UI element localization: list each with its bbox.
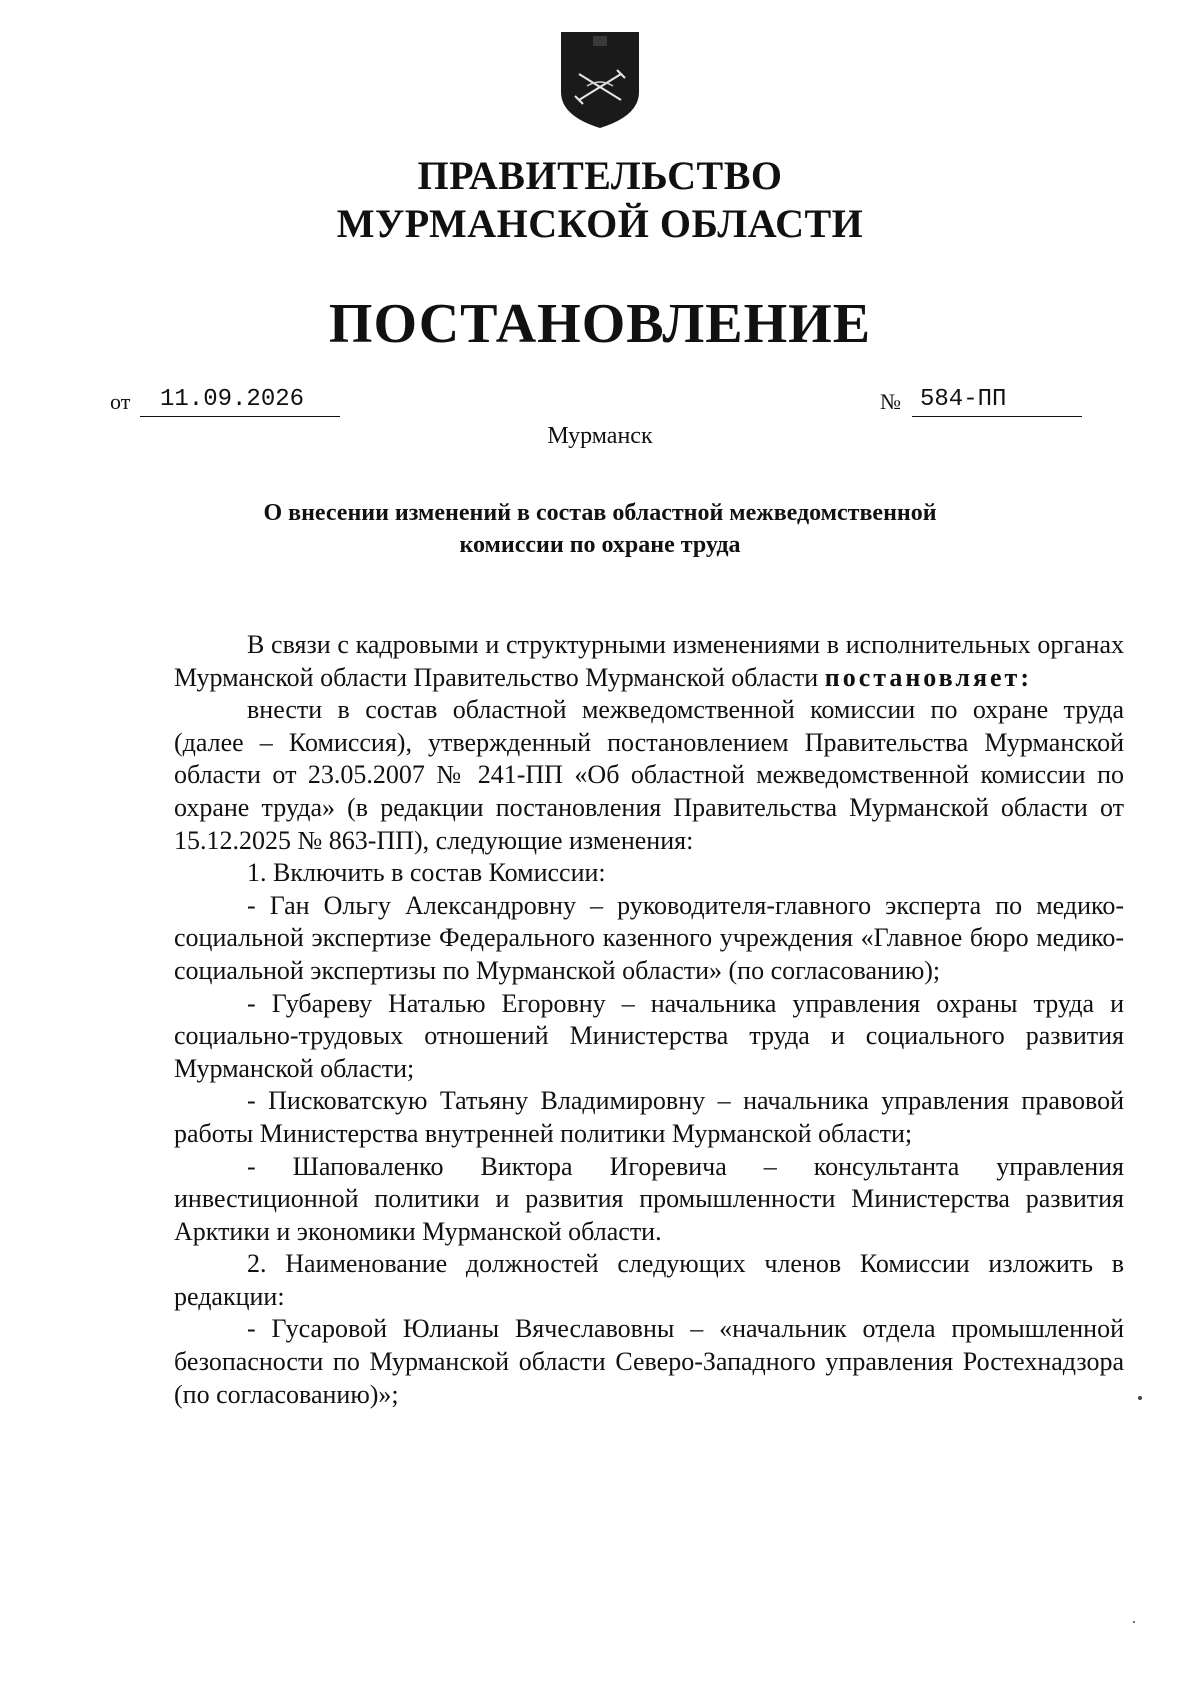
document-date: 11.09.2026 <box>140 384 340 417</box>
list-item: - Губареву Наталью Егоровну – начальника управления охраны труда и социально-трудовых отношений Министерства труда и социального развития Мурманской области; <box>174 988 1124 1083</box>
preamble-paragraph <box>174 629 1124 694</box>
item-2-heading: 2. Наименование должностей следующих членов Комиссии изложить в редакции: <box>174 1249 1124 1311</box>
decree-keyword: постановляет: <box>824 662 1032 692</box>
city-name: Мурманск <box>547 423 653 449</box>
document-title-line2: комиссии по охране труда <box>459 532 741 558</box>
preamble-text: В связи с кадровыми и структурными изменениями в исполнительных органах Мурманской области Правительство Мурманской области <box>174 630 1124 692</box>
number-prefix: № <box>880 389 901 414</box>
item-1-heading: 1. Включить в состав Комиссии: <box>247 858 606 888</box>
list-item: - Шаповаленко Виктора Игоревича – консультанта управления инвестиционной политики и развития промышленности Министерства развития Арктики и экономики Мурманской области. <box>174 1151 1124 1246</box>
organization-name-line1: ПРАВИТЕЛЬСТВО <box>417 153 783 198</box>
document-body <box>174 629 1124 1411</box>
document-type-heading: ПОСТАНОВЛЕНИЕ <box>328 293 872 355</box>
date-prefix: от <box>110 389 131 414</box>
organization-name-line2: МУРМАНСКОЙ ОБЛАСТИ <box>336 201 864 246</box>
list-item: - Писковатскую Татьяну Владимировну – начальника управления правовой работы Министерства внутренней политики Мурманской области; <box>174 1086 1124 1148</box>
list-item: - Гусаровой Юлианы Вячеславовны – «начальник отдела промышленной безопасности по Мурманской области Северо-Западного управления Ростехнадзора (по согласованию)»; <box>174 1314 1124 1409</box>
document-title-line1: О внесении изменений в состав областной межведомственной <box>263 500 937 526</box>
scan-speck <box>1138 1396 1142 1400</box>
scan-speck <box>1133 1621 1135 1623</box>
list-item: - Ган Ольгу Александровну – руководителя-главного эксперта по медико-социальной экспертизе Федерального казенного учреждения «Главное бюро медико-социальной экспертизы по Мурманской области» (по согласованию); <box>174 890 1124 985</box>
coat-of-arms-emblem <box>557 30 643 130</box>
murmansk-coat-of-arms-icon <box>557 30 643 130</box>
document-title <box>200 497 1000 561</box>
document-number: 584-ПП <box>912 384 1082 417</box>
amendment-intro-paragraph: внести в состав областной межведомственной комиссии по охране труда (далее – Комиссия), утвержденный постановлением Правительства Мурманской области от 23.05.2007 № 241-ПП «Об областной межведомственной комиссии по охране труда» (в редакции постановления Правительства Мурманской области от 15.12.2025 № 863-ПП), следующие изменения: <box>174 695 1124 855</box>
